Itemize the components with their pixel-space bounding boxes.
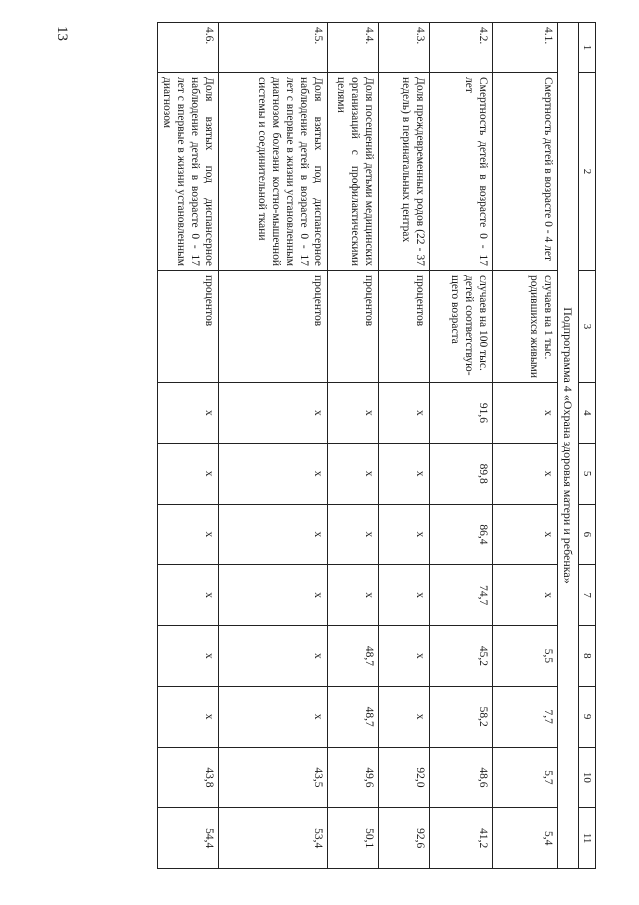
col-header-3: 3 [579,271,596,383]
cell-c11: 41,2 [430,808,493,869]
cell-c11: 5,4 [493,808,558,869]
cell-c8: 5,5 [493,626,558,687]
col-header-9: 9 [579,686,596,747]
cell-c11: 53,4 [219,808,328,869]
cell-c9: 7,7 [493,686,558,747]
col-header-1: 1 [579,23,596,73]
row-id: 4.3. [379,23,430,73]
col-header-10: 10 [579,747,596,808]
indicators-table [157,22,596,869]
row-unit: процентов [328,271,379,383]
subprogram-row [558,23,579,869]
cell-c9: х [158,686,219,747]
cell-c5: х [493,443,558,504]
row-id: 4.1. [493,23,558,73]
cell-c10: 48,6 [430,747,493,808]
table-row [158,23,219,869]
col-header-5: 5 [579,443,596,504]
cell-c10: 49,6 [328,747,379,808]
cell-c5: х [158,443,219,504]
cell-c4: х [493,383,558,444]
page-number: 13 [54,26,70,41]
cell-c6: х [493,504,558,565]
rotated-table-container [110,22,596,868]
col-header-8: 8 [579,626,596,687]
cell-c10: 43,8 [158,747,219,808]
cell-c6: 86,4 [430,504,493,565]
cell-c4: х [219,383,328,444]
row-name: Доля взятых под диспансерное наблюдение детей в возрасте 0 - 17 лет с впервые в жизни установленным диагнозом [158,73,219,271]
cell-c11: 54,4 [158,808,219,869]
row-name: Доля взятых под диспансерное наблюдение детей в возрасте 0 - 17 лет с впервые в жизни установленным диагнозом болезни костно-мышечной системы и соединительной ткани [219,73,328,271]
cell-c9: 58,2 [430,686,493,747]
cell-c9: 48,7 [328,686,379,747]
cell-c5: х [379,443,430,504]
row-unit: процентов [379,271,430,383]
row-unit: случаев на 100 тыс. детей соответствую-щего возраста [430,271,493,383]
header-row [579,23,596,869]
col-header-6: 6 [579,504,596,565]
cell-c6: х [379,504,430,565]
table-row [328,23,379,869]
row-name: Смертность детей в возрасте 0 - 17 лет [430,73,493,271]
cell-c10: 92,0 [379,747,430,808]
row-id: 4.4. [328,23,379,73]
subprogram-title: Подпрограмма 4 «Охрана здоровья матери и ребенка» [558,23,579,869]
cell-c8: х [158,626,219,687]
cell-c4: 91,6 [430,383,493,444]
row-id: 4.5. [219,23,328,73]
row-unit: случаев на 1 тыс. родившихся живыми [493,271,558,383]
cell-c8: 45,2 [430,626,493,687]
table-row [219,23,328,869]
cell-c9: х [379,686,430,747]
row-name: Доля преждевременных родов (22 - 37 недель) в перинатальных центрах [379,73,430,271]
cell-c5: х [219,443,328,504]
table-row [379,23,430,869]
cell-c8: х [379,626,430,687]
col-header-4: 4 [579,383,596,444]
cell-c5: 89,8 [430,443,493,504]
cell-c10: 43,5 [219,747,328,808]
cell-c8: х [219,626,328,687]
col-header-2: 2 [579,73,596,271]
row-id: 4.6. [158,23,219,73]
cell-c9: х [219,686,328,747]
cell-c7: х [219,565,328,626]
row-name: Доля посещений детьми медицинских организаций с профилактическими целями [328,73,379,271]
cell-c4: х [328,383,379,444]
cell-c4: х [158,383,219,444]
cell-c11: 92,6 [379,808,430,869]
cell-c7: 74,7 [430,565,493,626]
cell-c4: х [379,383,430,444]
cell-c7: х [379,565,430,626]
table-row [493,23,558,869]
cell-c6: х [158,504,219,565]
cell-c8: 48,7 [328,626,379,687]
cell-c5: х [328,443,379,504]
cell-c11: 50,1 [328,808,379,869]
row-unit: процентов [158,271,219,383]
cell-c7: х [493,565,558,626]
col-header-11: 11 [579,808,596,869]
cell-c6: х [328,504,379,565]
row-unit: процентов [219,271,328,383]
cell-c6: х [219,504,328,565]
cell-c10: 5,7 [493,747,558,808]
col-header-7: 7 [579,565,596,626]
cell-c7: х [158,565,219,626]
table-row [430,23,493,869]
row-name: Смертность детей в возрасте 0 - 4 лет [493,73,558,271]
row-id: 4.2. [430,23,493,73]
cell-c7: х [328,565,379,626]
